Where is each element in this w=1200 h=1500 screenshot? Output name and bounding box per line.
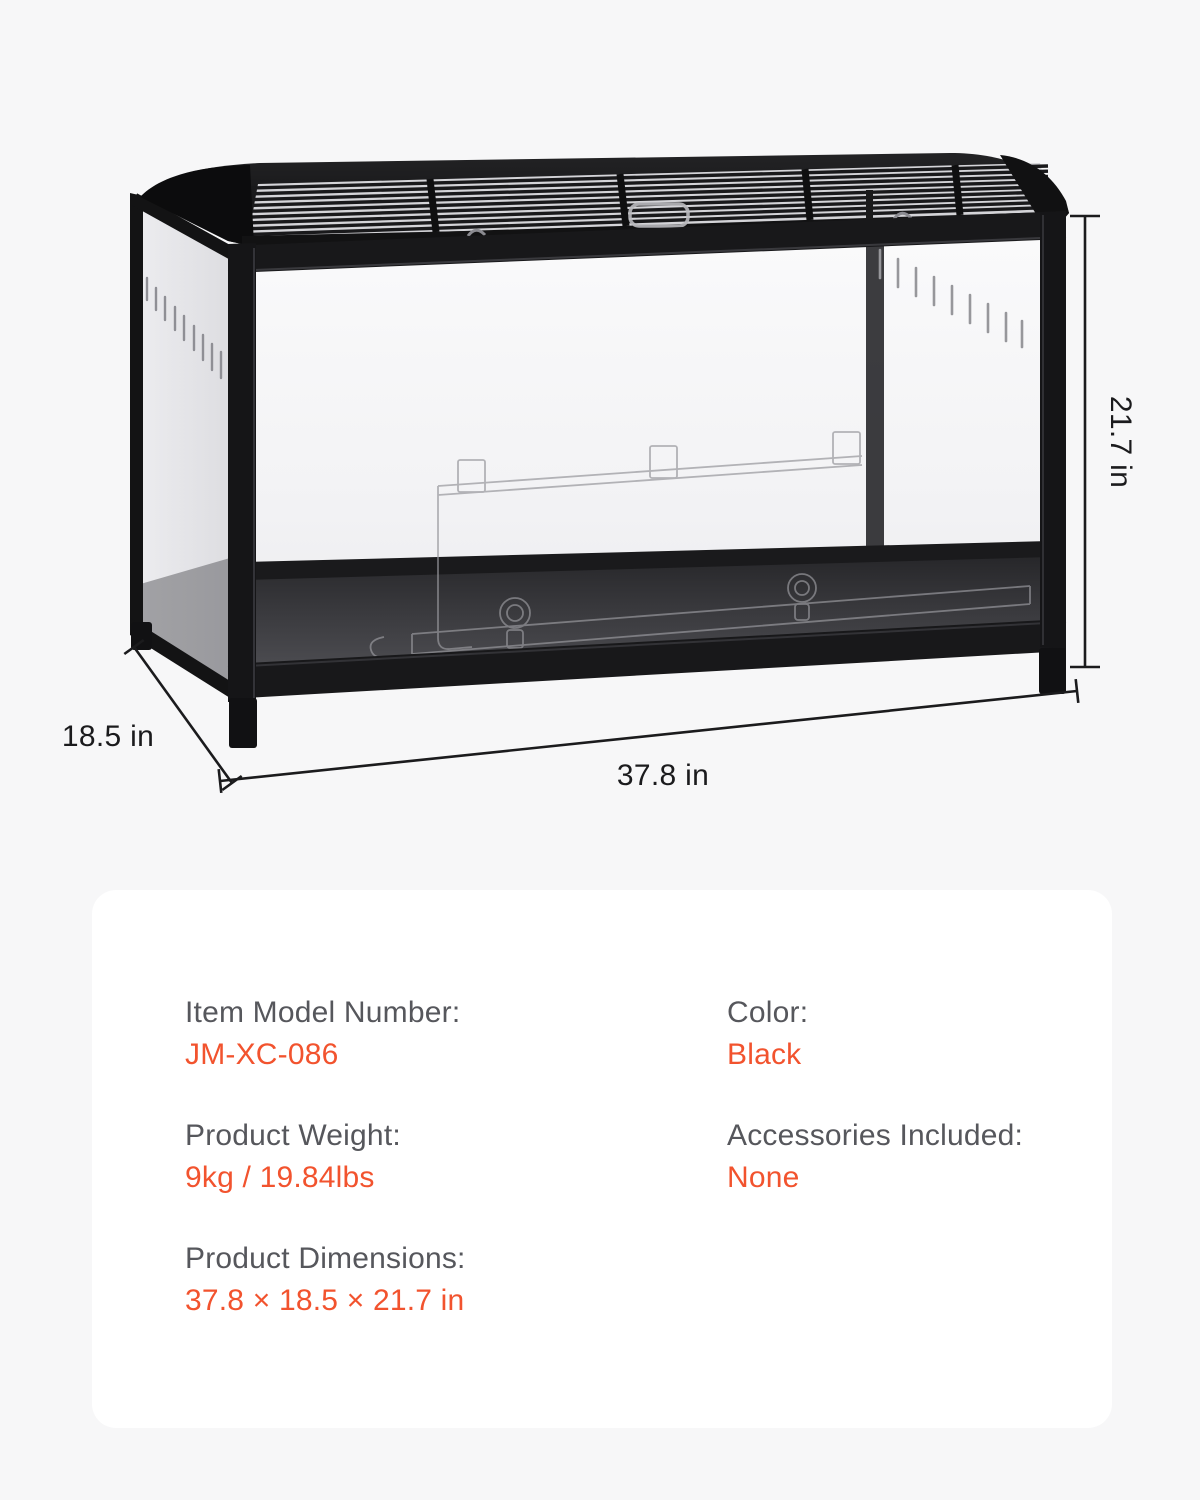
spec-grid [92,890,1112,1363]
spec-value-color: Black [727,1038,802,1071]
spec-value-accessories: None [727,1161,800,1194]
spec-label-model-number: Item Model Number: [185,996,461,1029]
spec-label-accessories: Accessories Included: [727,1119,1024,1152]
spec-item-color [727,994,1082,1073]
spec-value-dimensions: 37.8 × 18.5 × 21.7 in [185,1284,465,1317]
depth-dimension-label: 18.5 in [61,720,155,753]
spec-value-model-number: JM-XC-086 [185,1038,339,1071]
spec-item-dimensions [185,1240,727,1319]
spec-label-weight: Product Weight: [185,1119,401,1152]
spec-column-left [185,994,727,1363]
spec-value-weight: 9kg / 19.84lbs [185,1161,375,1194]
height-dimension-line [1070,216,1100,667]
spec-item-model-number [185,994,727,1073]
spec-column-right [727,994,1082,1363]
spec-label-dimensions: Product Dimensions: [185,1242,466,1275]
spec-item-weight [185,1117,727,1196]
product-spec-card [92,890,1112,1428]
spec-item-accessories [727,1117,1082,1196]
width-dimension-label: 37.8 in [616,759,710,792]
spec-label-color: Color: [727,996,809,1029]
height-dimension-label: 21.7 in [1104,395,1137,489]
terrarium-interior [246,236,1050,686]
